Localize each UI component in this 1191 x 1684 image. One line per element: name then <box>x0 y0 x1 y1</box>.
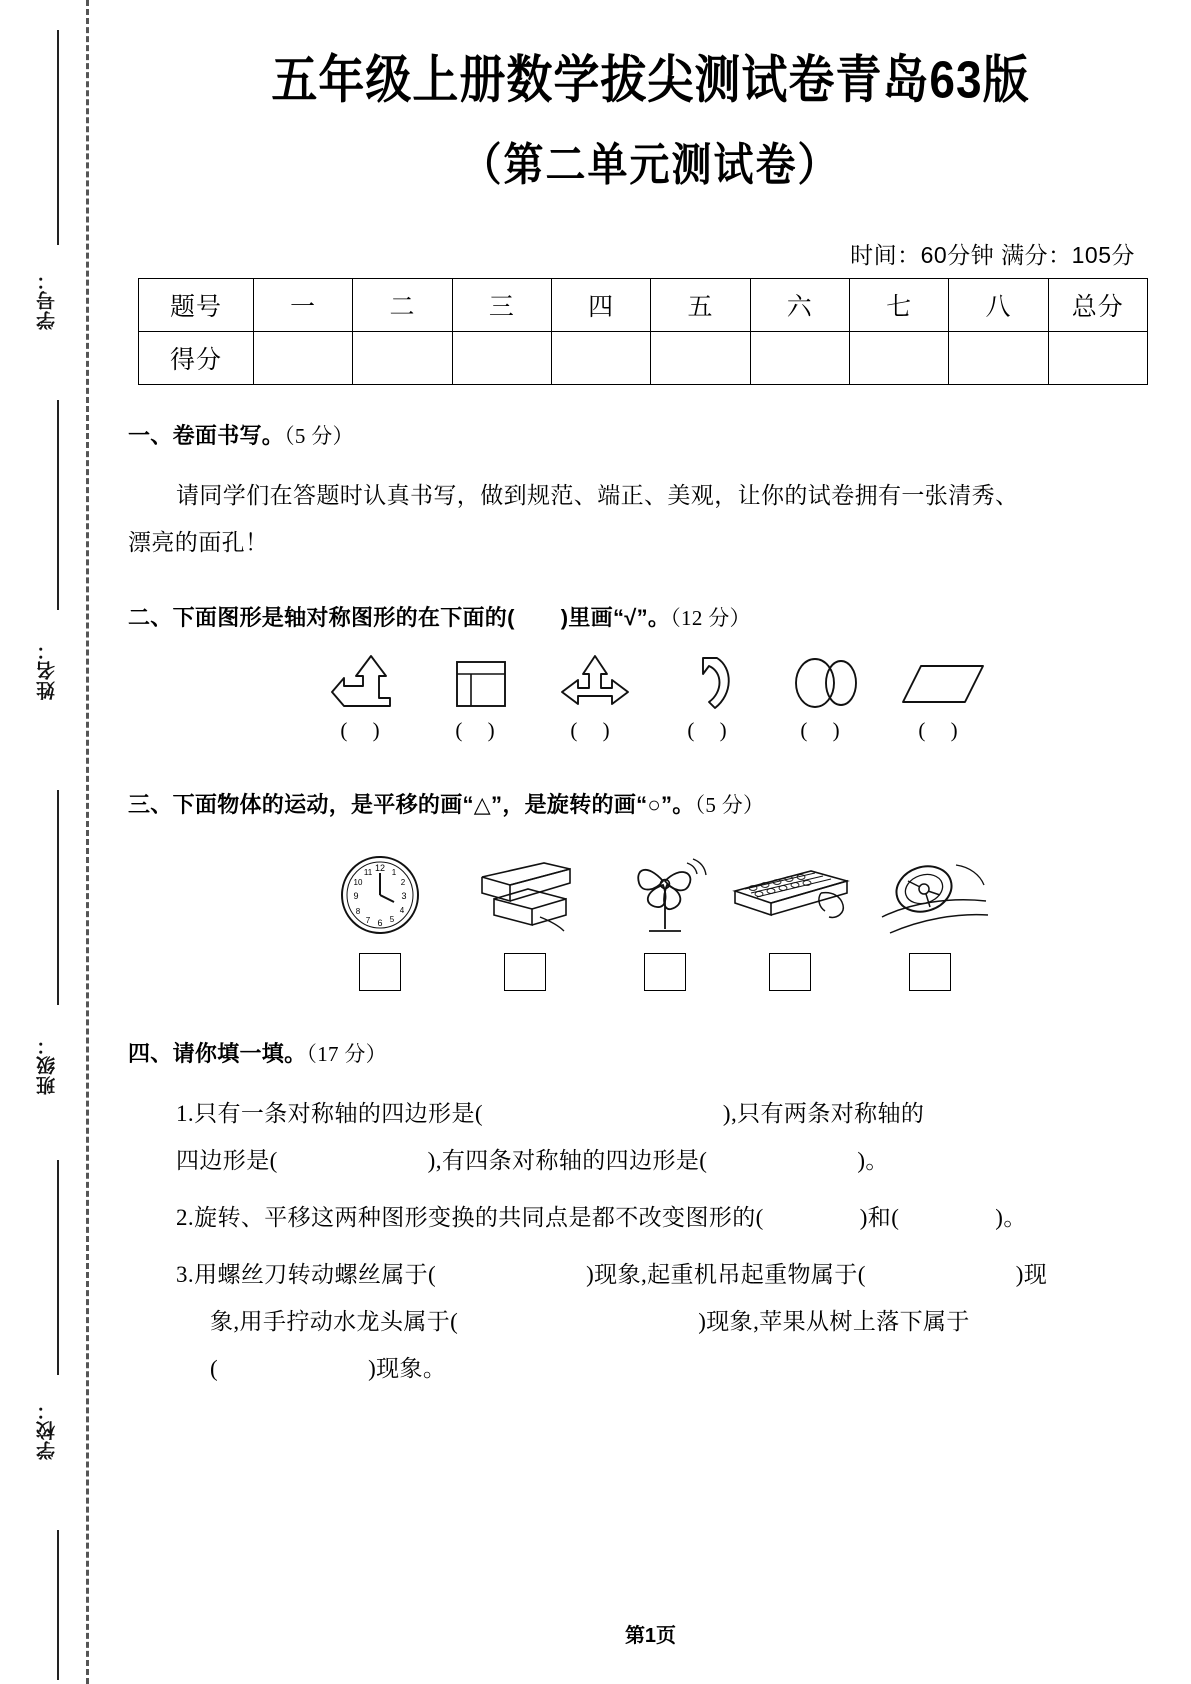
section-two-heading <box>128 601 1191 632</box>
question-3 <box>128 1251 1143 1298</box>
question-2-part-2: )和( <box>859 1204 900 1230</box>
sidebar-label-student-name: 姓名： <box>37 640 58 700</box>
motion-answer-box[interactable] <box>504 953 546 991</box>
shape-item-4 <box>647 652 777 743</box>
page-title: 五年级上册数学拔尖测试卷青岛63版 <box>271 50 1030 109</box>
section-one-body <box>128 472 1143 566</box>
question-1-cont <box>128 1137 1143 1184</box>
motion-item-2 <box>450 847 600 991</box>
svg-text:3: 3 <box>401 890 407 901</box>
shape-item-3 <box>530 652 660 743</box>
table-rectangle-icon <box>441 652 519 714</box>
electric-fan-icon <box>617 847 713 943</box>
section-two-shapes-row <box>110 652 1191 762</box>
score-table-col-7: 七 <box>849 279 948 332</box>
seal-segment <box>57 790 59 1005</box>
svg-text:10: 10 <box>353 877 363 887</box>
motion-item-1 <box>305 847 455 991</box>
question-2-part-1: 旋转、平移这两种图形变换的共同点是都不改变图形的( <box>194 1204 764 1230</box>
section-one-heading <box>128 419 1191 450</box>
question-2 <box>128 1194 1143 1241</box>
score-cell-7[interactable] <box>849 332 948 385</box>
svg-text:11: 11 <box>363 867 373 877</box>
question-1-part-4: ),有四条对称轴的四边形是( <box>427 1147 708 1173</box>
question-3-part-6: ( <box>210 1356 219 1382</box>
score-table-col-3: 三 <box>452 279 551 332</box>
shape-answer-paren[interactable]: ( ) <box>455 717 505 742</box>
seal-dashed-line <box>86 0 89 1684</box>
section-two-points: （12 分） <box>670 605 751 630</box>
motion-answer-box[interactable] <box>644 953 686 991</box>
section-one-line-1: 请同学们在答题时认真书写，做到规范、端正、美观，让你的试卷拥有一张清秀、 <box>176 483 1019 509</box>
score-cell-3[interactable] <box>452 332 551 385</box>
exam-meta: 时间：60分钟 满分：105分 <box>850 242 1135 269</box>
score-table-col-6: 六 <box>750 279 849 332</box>
question-1-part-5: )。 <box>857 1147 889 1173</box>
page-subtitle: （第二单元测试卷） <box>461 140 840 191</box>
score-table-row-label: 得分 <box>139 332 254 385</box>
section-four-title: 四、请你填一填。 <box>128 1040 307 1066</box>
score-table-col-5: 五 <box>651 279 750 332</box>
section-three-points: （5 分） <box>694 792 765 817</box>
shape-answer-paren[interactable]: ( ) <box>570 717 620 742</box>
motion-answer-box[interactable] <box>909 953 951 991</box>
sidebar-label-school: 学校： <box>37 1400 58 1460</box>
svg-text:8: 8 <box>355 906 361 916</box>
question-3-part-3: )现 <box>1015 1261 1048 1287</box>
seal-segment <box>57 1160 59 1375</box>
score-cell-5[interactable] <box>651 332 750 385</box>
score-cell-1[interactable] <box>254 332 353 385</box>
svg-text:12: 12 <box>374 862 386 873</box>
seal-segment <box>57 1530 59 1680</box>
svg-text:9: 9 <box>353 890 359 901</box>
section-one-title: 一、卷面书写。 <box>128 423 285 449</box>
shape-item-2 <box>415 652 545 743</box>
question-3-cont-a <box>128 1298 1143 1345</box>
bent-arrow-up-left-icon <box>326 652 404 714</box>
drawer-sliding-icon <box>470 847 580 943</box>
sidebar-label-class: 班级： <box>37 1035 58 1095</box>
section-two-title-pre: 二、下面图形是轴对称图形的在下面的( <box>128 604 515 630</box>
section-four-body <box>128 1090 1143 1393</box>
svg-text:1: 1 <box>391 867 397 877</box>
shape-answer-paren[interactable]: ( ) <box>340 717 390 742</box>
section-three-heading <box>128 788 1191 819</box>
question-3-cont-b <box>128 1345 1143 1392</box>
section-four-points: （17 分） <box>306 1041 387 1066</box>
wall-clock-icon <box>332 847 428 943</box>
shape-item-1 <box>300 652 430 743</box>
svg-text:4: 4 <box>399 905 405 915</box>
svg-text:2: 2 <box>400 877 406 887</box>
svg-text:7: 7 <box>365 915 371 925</box>
question-1 <box>128 1090 1143 1137</box>
score-table-col-total: 总分 <box>1048 279 1147 332</box>
table-row-scores <box>139 332 1148 385</box>
svg-text:5: 5 <box>389 914 395 924</box>
seal-segment <box>57 400 59 610</box>
score-table-col-2: 二 <box>353 279 452 332</box>
score-table-col-8: 八 <box>949 279 1048 332</box>
score-table-row-label: 题号 <box>139 279 254 332</box>
question-1-number: 1. <box>176 1100 195 1126</box>
steering-wheel-icon <box>870 847 990 943</box>
exam-sheet <box>110 0 1191 1684</box>
section-one-line-2: 漂亮的面孔！ <box>128 530 269 556</box>
seal-margin <box>0 0 110 1684</box>
two-overlapping-circles-icon <box>779 652 871 714</box>
question-1-part-3: 四边形是( <box>176 1147 278 1173</box>
question-1-part-1: 只有一条对称轴的四边形是( <box>194 1100 483 1126</box>
motion-answer-box[interactable] <box>769 953 811 991</box>
parallelogram-icon <box>895 652 991 714</box>
question-3-part-4: 象,用手拧动水龙头属于( <box>210 1309 459 1335</box>
shape-item-6 <box>878 652 1008 743</box>
shape-answer-paren[interactable]: ( ) <box>918 717 968 742</box>
score-cell-total[interactable] <box>1048 332 1147 385</box>
score-cell-8[interactable] <box>949 332 1048 385</box>
svg-text:6: 6 <box>377 917 383 928</box>
question-1-part-2: ),只有两条对称轴的 <box>722 1100 925 1126</box>
question-2-number: 2. <box>176 1204 195 1230</box>
shape-item-5 <box>760 652 890 743</box>
motion-item-5 <box>855 847 1005 991</box>
section-one-points: （5 分） <box>284 424 354 449</box>
seal-segment <box>57 30 59 245</box>
question-3-part-7: )现象。 <box>368 1356 447 1382</box>
shape-answer-paren[interactable]: ( ) <box>800 717 850 742</box>
motion-answer-box[interactable] <box>359 953 401 991</box>
question-3-part-1: 用螺丝刀转动螺丝属于( <box>194 1261 437 1287</box>
score-table <box>138 278 1148 385</box>
score-table-col-1: 一 <box>254 279 353 332</box>
score-table-col-4: 四 <box>551 279 650 332</box>
question-2-part-3: )。 <box>995 1204 1027 1230</box>
shape-answer-paren[interactable]: ( ) <box>687 717 737 742</box>
question-3-part-5: )现象,苹果从树上落下属于 <box>698 1309 970 1335</box>
section-four-heading <box>128 1037 1191 1068</box>
score-cell-2[interactable] <box>353 332 452 385</box>
section-three-title: 三、下面物体的运动，是平移的画“△”，是旋转的画“○”。 <box>128 791 695 817</box>
score-cell-4[interactable] <box>551 332 650 385</box>
table-row-header <box>139 279 1148 332</box>
section-three-items-row <box>110 847 1191 997</box>
page-number: 第1页 <box>624 1625 677 1647</box>
motion-item-4 <box>715 847 865 991</box>
score-cell-6[interactable] <box>750 332 849 385</box>
sidebar-label-student-id: 学号： <box>37 270 58 330</box>
curved-arrow-hook-icon <box>677 652 747 714</box>
abacus-beads-icon <box>725 847 855 943</box>
question-3-number: 3. <box>176 1261 195 1287</box>
section-two-title-post: )里画“√”。 <box>560 604 671 630</box>
double-arrow-up-sides-icon <box>554 652 636 714</box>
question-3-part-2: )现象,起重机吊起重物属于( <box>586 1261 866 1287</box>
